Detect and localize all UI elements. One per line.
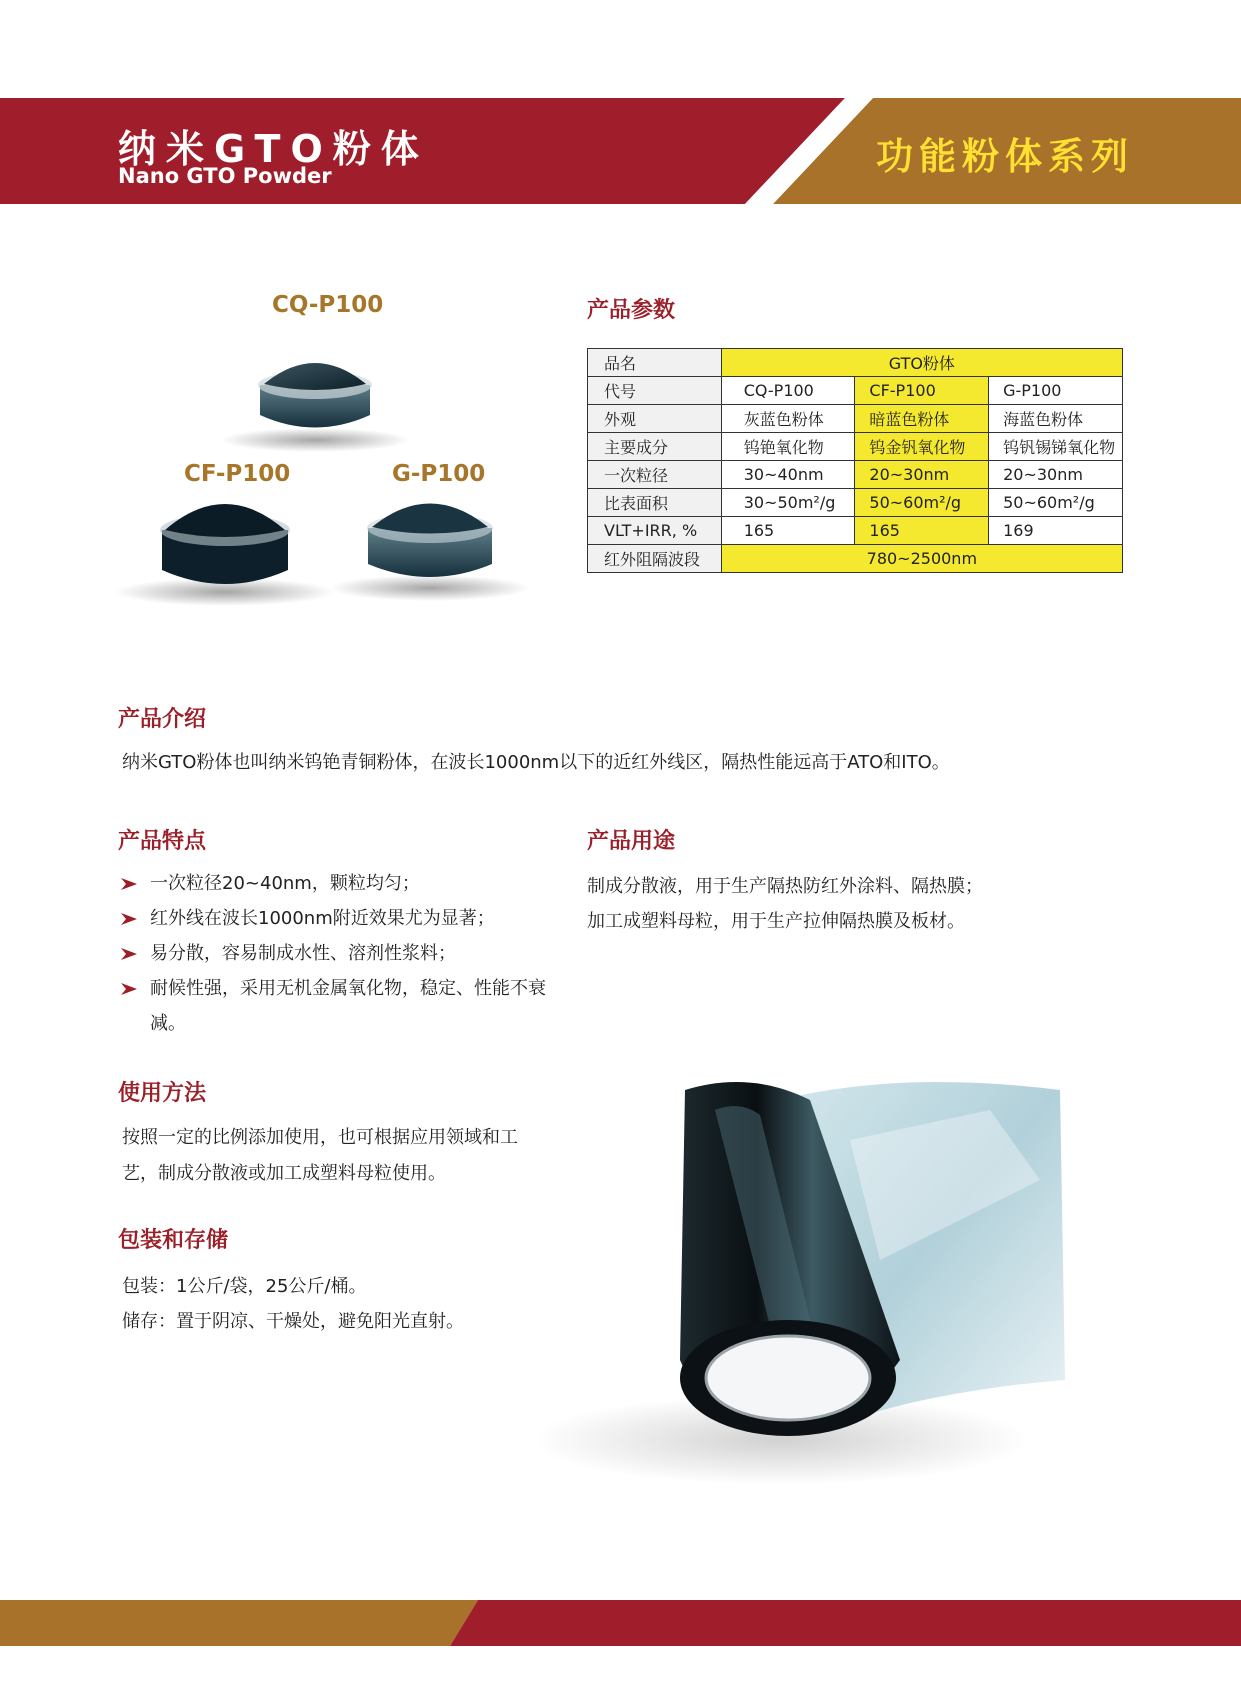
table-row	[588, 545, 1123, 573]
dish-g	[330, 504, 530, 602]
table-cell: 海蓝色粉体	[989, 405, 1123, 433]
table-cell: 165	[855, 517, 989, 545]
table-row	[588, 489, 1123, 517]
list-item: 耐候性强，采用无机金属氧化物，稳定、性能不衰减。	[118, 971, 558, 1041]
table-row	[588, 349, 1123, 377]
table-cell: 20~30nm	[855, 461, 989, 489]
table-cell: 30~50m²/g	[721, 489, 855, 517]
usage-line: 按照一定的比例添加使用，也可根据应用领域和工	[122, 1127, 518, 1148]
page-subtitle: Nano GTO Powder	[118, 164, 332, 188]
row-label: 代号	[588, 377, 722, 405]
table-cell: 50~60m²/g	[989, 489, 1123, 517]
storage-line: 包装：1公斤/袋，25公斤/桶。	[122, 1276, 367, 1297]
table-cell: CF-P100	[855, 377, 989, 405]
list-item: 红外线在波长1000nm附近效果尤为显著；	[118, 901, 558, 936]
features-list	[118, 866, 558, 1041]
arrow-bullet-icon	[121, 983, 137, 995]
table-cell: 30~40nm	[721, 461, 855, 489]
table-cell: 灰蓝色粉体	[721, 405, 855, 433]
uses-heading: 产品用途	[587, 829, 676, 854]
row-label: 比表面积	[588, 489, 722, 517]
product-label-cq: CQ-P100	[272, 292, 384, 318]
powder-dishes-image	[110, 330, 570, 630]
table-cell: 钨钒锡锑氧化物	[989, 433, 1123, 461]
page-title: 纳米GTO粉体	[118, 127, 429, 171]
uses-line: 制成分散液，用于生产隔热防红外涂料、隔热膜；	[587, 876, 983, 897]
arrow-bullet-icon	[121, 913, 137, 925]
dish-cq	[220, 363, 410, 452]
table-cell: 169	[989, 517, 1123, 545]
row-label: VLT+IRR, %	[588, 517, 722, 545]
footer-band	[0, 1600, 1241, 1646]
row-label: 一次粒径	[588, 461, 722, 489]
storage-heading: 包装和存储	[118, 1228, 229, 1253]
intro-text: 纳米GTO粉体也叫纳米钨铯青铜粉体，在波长1000nm以下的近红外线区，隔热性能远高于ATO和ITO。	[122, 752, 950, 773]
table-cell: G-P100	[989, 377, 1123, 405]
params-heading: 产品参数	[587, 298, 676, 323]
table-cell: 50~60m²/g	[855, 489, 989, 517]
table-cell: 20~30nm	[989, 461, 1123, 489]
row-label: 红外阻隔波段	[588, 545, 722, 573]
merged-cell: 780~2500nm	[721, 545, 1122, 573]
usage-line: 艺，制成分散液或加工成塑料母粒使用。	[122, 1163, 446, 1184]
product-label-cf: CF-P100	[184, 461, 291, 487]
product-label-g: G-P100	[392, 461, 486, 487]
table-row	[588, 517, 1123, 545]
table-row	[588, 405, 1123, 433]
dish-cf	[115, 504, 335, 606]
film-roll-image	[520, 1060, 1080, 1490]
table-row	[588, 377, 1123, 405]
usage-heading: 使用方法	[118, 1081, 207, 1106]
row-label: 主要成分	[588, 433, 722, 461]
arrow-bullet-icon	[121, 948, 137, 960]
table-row	[588, 461, 1123, 489]
storage-line: 储存：置于阴凉、干燥处，避免阳光直射。	[122, 1311, 464, 1332]
series-title: 功能粉体系列	[876, 135, 1134, 178]
list-item: 易分散，容易制成水性、溶剂性浆料；	[118, 936, 558, 971]
table-row	[588, 433, 1123, 461]
table-cell: 钨铯氧化物	[721, 433, 855, 461]
row-label: 外观	[588, 405, 722, 433]
intro-heading: 产品介绍	[118, 707, 207, 732]
uses-line: 加工成塑料母粒，用于生产拉伸隔热膜及板材。	[587, 911, 965, 932]
spec-table	[587, 348, 1123, 573]
list-item: 一次粒径20~40nm，颗粒均匀；	[118, 866, 558, 901]
table-cell: 165	[721, 517, 855, 545]
features-heading: 产品特点	[118, 829, 207, 854]
arrow-bullet-icon	[121, 878, 137, 890]
table-cell: CQ-P100	[721, 377, 855, 405]
row-label: 品名	[588, 349, 722, 377]
table-cell: 暗蓝色粉体	[855, 405, 989, 433]
merged-cell: GTO粉体	[721, 349, 1122, 377]
table-cell: 钨金钒氧化物	[855, 433, 989, 461]
